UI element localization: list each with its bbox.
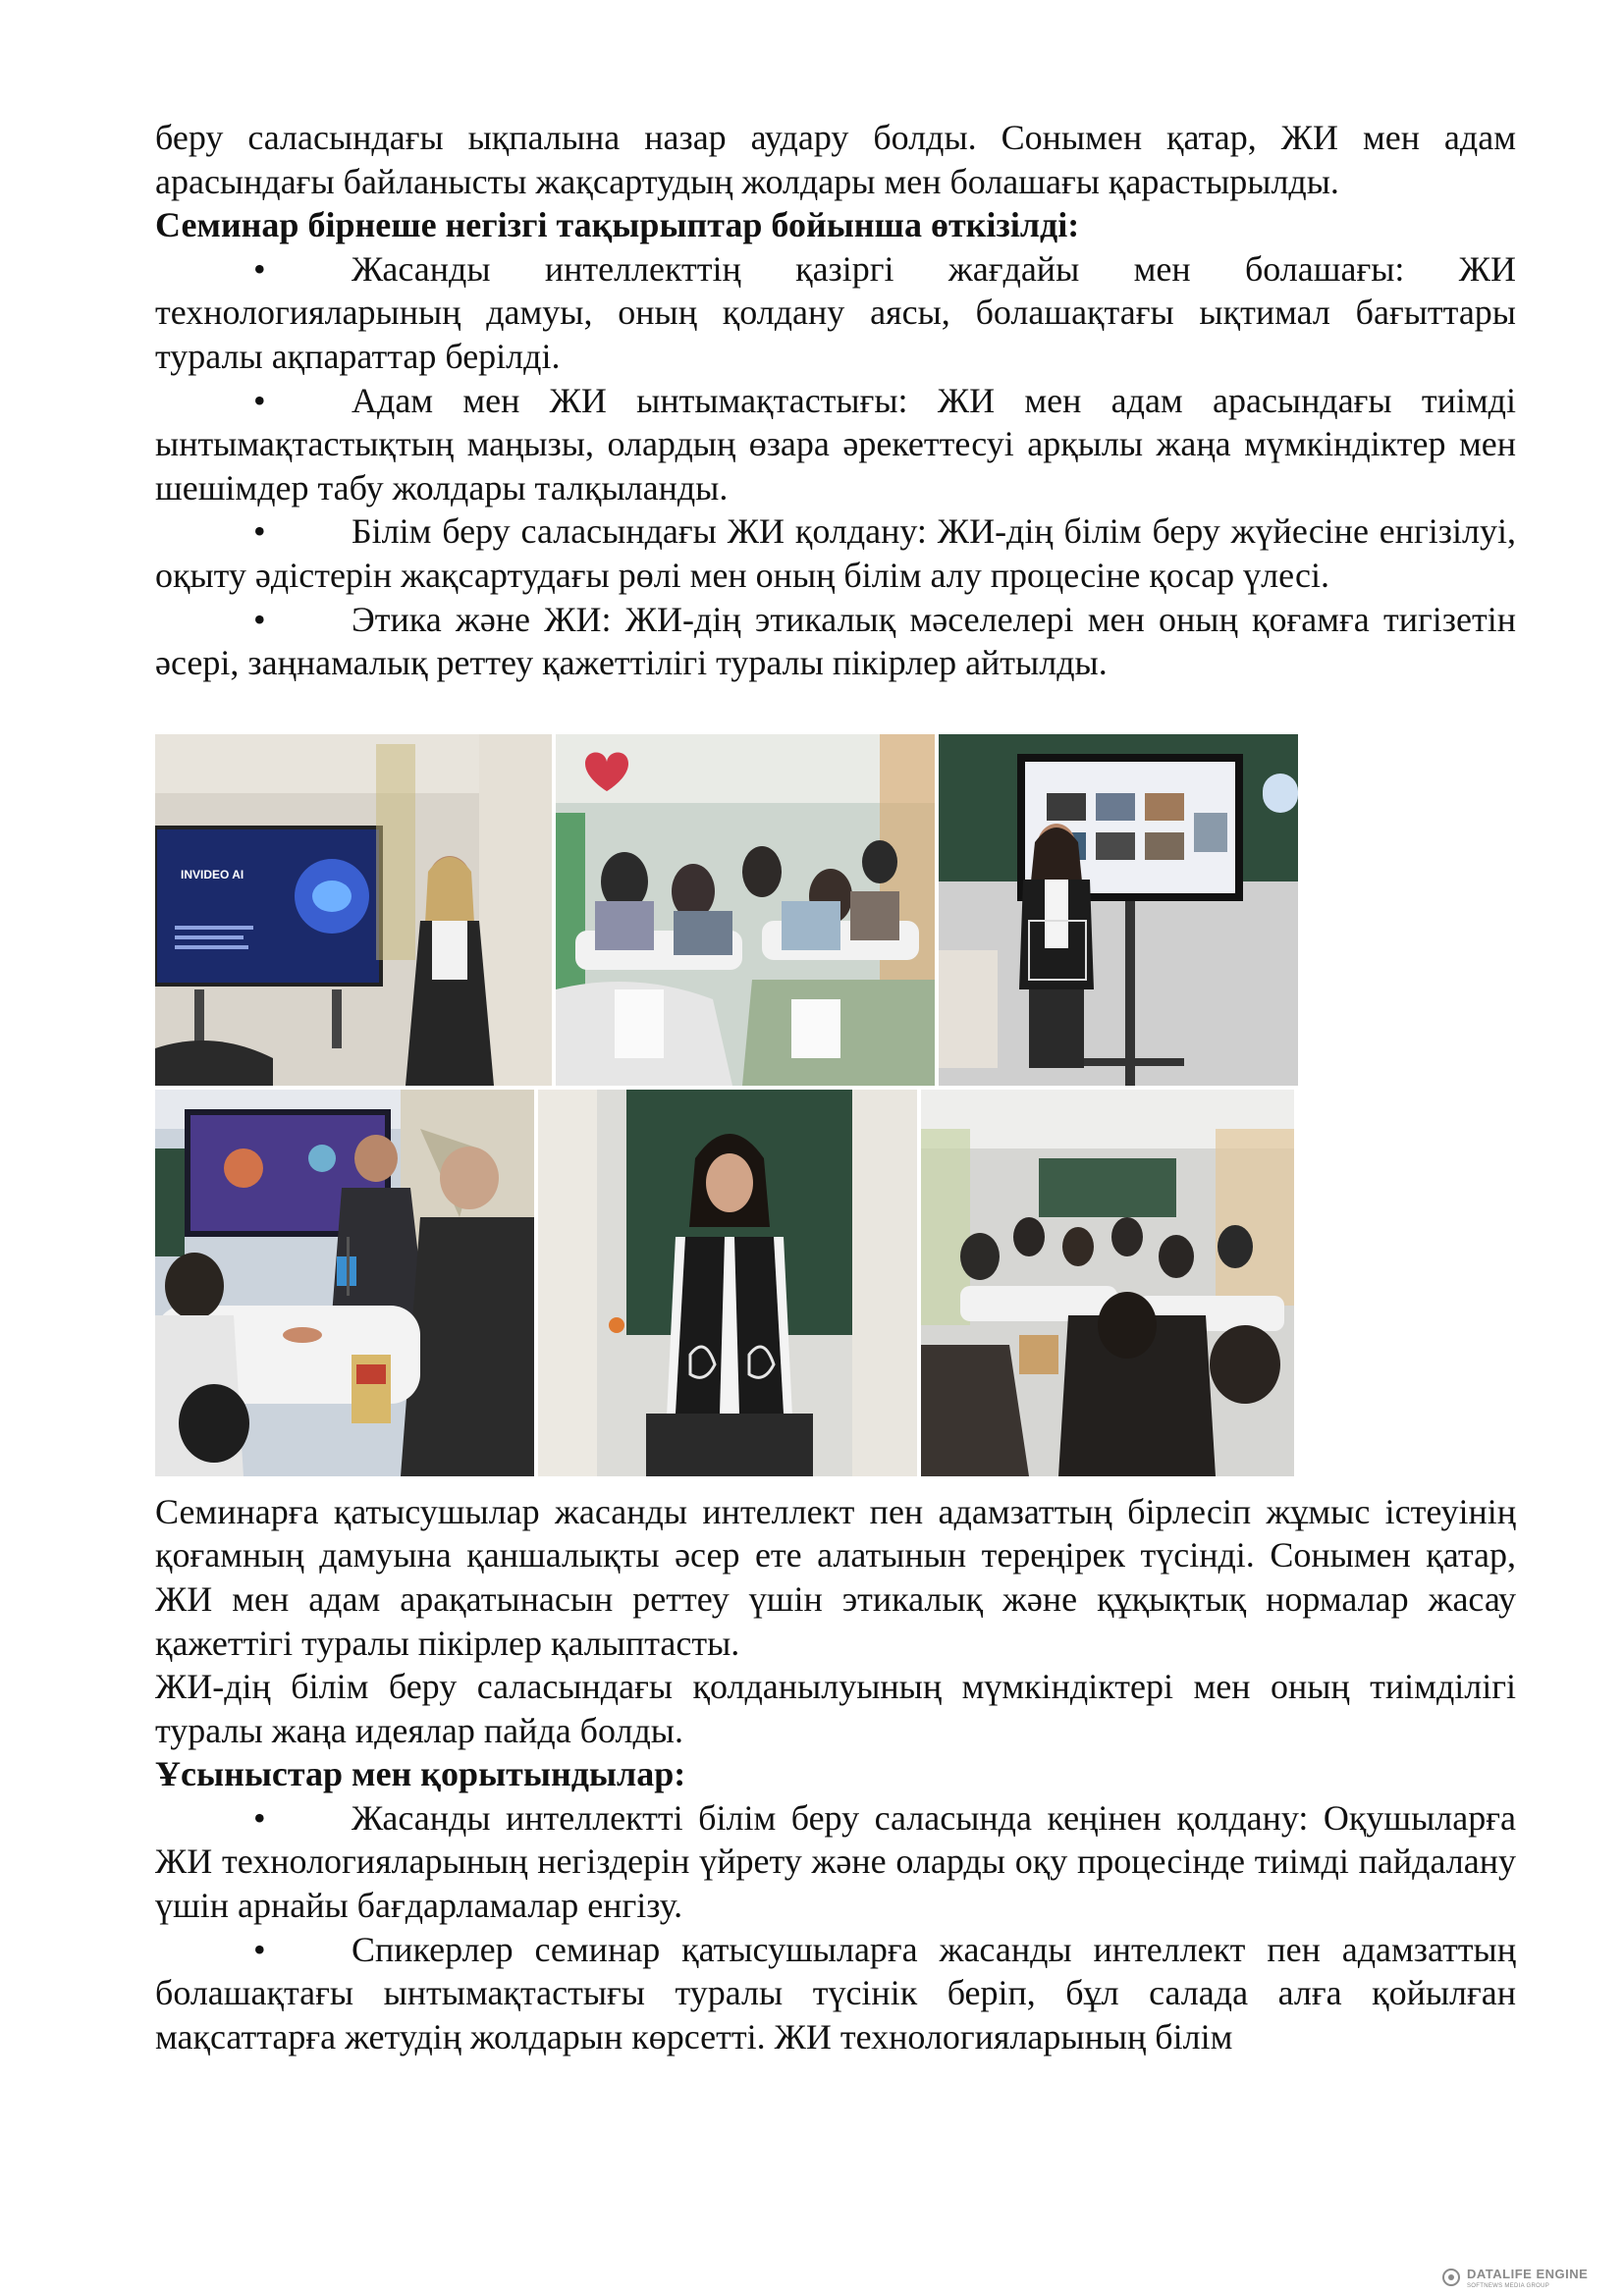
topic-text: Білім беру саласындағы ЖИ қолдану: ЖИ-дің білім беру жүйесіне енгізілуі, оқыту әдістерін жақсартудағы рөлі мен оның білім алу процесіне қосар үлесі. [155, 511, 1516, 595]
topic-text: Этика және ЖИ: ЖИ-дің этикалық мәселелері мен оның қоғамға тигізетін әсері, заңнамалық реттеу қажеттілігі туралы пікірлер айтылды. [155, 599, 1516, 683]
datalife-engine-logo [1441, 2266, 1588, 2289]
topic-text: Адам мен ЖИ ынтымақтастығы: ЖИ мен адам арасындағы тиімді ынтымақтастықтың маңызы, олардың өзара әрекеттесуі арқылы жаңа мүмкіндіктер мен шешімдер табу жолдары талқыланды. [155, 380, 1516, 507]
bullet-icon: • [253, 248, 266, 289]
eye-logo-icon [1441, 2268, 1461, 2287]
section-heading-recommendations: Ұсыныстар мен қорытындылар: [155, 1754, 686, 1794]
topic-text: Жасанды интеллекттің қазіргі жағдайы мен болашағы: ЖИ технологияларының дамуы, оның қолдану аясы, болашақтағы ықтимал бағыттары туралы ақпараттар берілді. [155, 248, 1516, 376]
seminar-photo-classroom [556, 734, 935, 1086]
recommendation-text: Жасанды интеллектті білім беру саласында кеңінен қолдану: Оқушыларға ЖИ технологияларының негіздерін үйрету және оларды оқу процесінде тиімді пайдалану үшін арнайы бағдарламалар енгізу. [155, 1797, 1516, 1926]
bullet-icon: • [253, 380, 266, 420]
bullet-icon: • [253, 511, 266, 552]
recommendation-item [155, 1928, 1516, 2059]
outcome-paragraph: Семинарға қатысушылар жасанды интеллект пен адамзаттың бірлесіп жұмыс істеуінің қоғамның дамуына қаншалықты әсер ете алатынын тереңірек түсінді. Сонымен қатар, ЖИ мен адам арақатынасын реттеу үшін этикалық және құқықтық нормалар жасау қажеттігі туралы пікірлер қалыптасты. [155, 1491, 1516, 1663]
intro-paragraph: беру саласындағы ықпалына назар аудару болды. Сонымен қатар, ЖИ мен адам арасындағы байланысты жақсартудың жолдары мен болашағы қарастырылды. [155, 118, 1516, 201]
seminar-photo-presenter-screen [155, 734, 552, 1086]
recommendation-item [155, 1796, 1516, 1928]
bullet-icon: • [253, 1929, 266, 1969]
document-page [155, 116, 1516, 2058]
recommendation-text: Спикерлер семинар қатысушыларға жасанды интеллект пен адамзаттың болашақтағы ынтымақтастығы туралы түсінік беріп, бұл салада алға қойылған мақсаттарға жетудің жолдарын көрсетті. ЖИ технологияларының білім [155, 1929, 1516, 2056]
bullet-icon: • [253, 599, 266, 639]
outcome-paragraph: ЖИ-дің білім беру саласындағы қолданылуының мүмкіндіктері мен оның тиімділігі туралы жаңа идеялар пайда болды. [155, 1667, 1516, 1750]
logo-text [1467, 2266, 1588, 2289]
seminar-photo-discussion [155, 1090, 534, 1476]
photo-collage [155, 734, 1516, 1480]
topic-item [155, 247, 1516, 379]
logo-subtitle: SOFTNEWS MEDIA GROUP [1467, 2283, 1550, 2289]
logo-brand: DATALIFE ENGINE [1467, 2267, 1589, 2281]
topic-item [155, 509, 1516, 597]
screen-caption: INVIDEO AI [181, 867, 244, 881]
seminar-photo-speaker [538, 1090, 917, 1476]
topic-item [155, 598, 1516, 685]
seminar-photo-audience [921, 1090, 1294, 1476]
seminar-photo-board [939, 734, 1298, 1086]
topic-item [155, 379, 1516, 510]
bullet-icon: • [253, 1797, 266, 1838]
section-heading-topics: Семинар бірнеше негізгі тақырыптар бойынша өткізілді: [155, 205, 1080, 245]
